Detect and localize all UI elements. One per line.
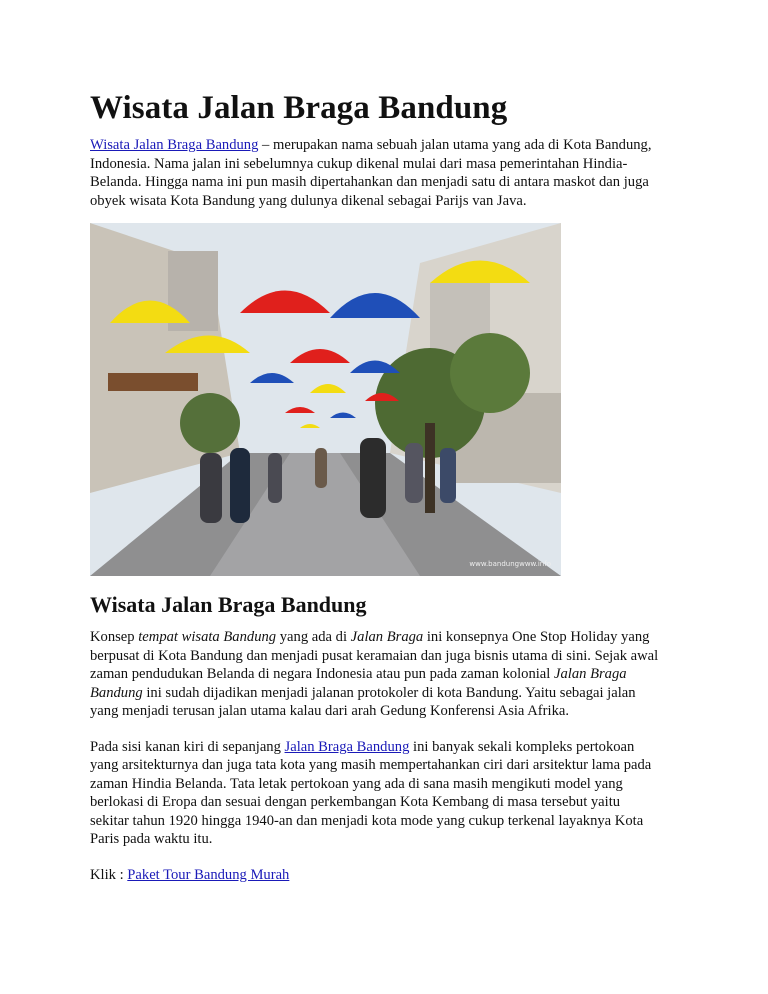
document-content [90, 88, 690, 884]
p1-line4: ini sudah dijadikan menjadi jalanan protokoler di kota Bandung. Yaitu sebagai jalan [142, 684, 636, 701]
paragraph-klik [90, 866, 690, 885]
p1-emphasis-jalan-braga-2: Jalan Braga [554, 666, 627, 682]
tree-right-2 [450, 333, 530, 413]
p1-line3: zaman pendudukan Belanda di negara Indonesia atau pun pada zaman kolonial [90, 666, 554, 682]
p1-emphasis-jalan-braga: Jalan Braga [350, 629, 424, 645]
p1-text-c: ini konsepnya One Stop Holiday yang [423, 629, 650, 645]
klik-label: Klik : [90, 866, 128, 883]
paragraph-architecture [90, 738, 690, 849]
intro-link[interactable]: Wisata Jalan Braga Bandung [90, 137, 259, 153]
p2-text-b: ini banyak sekali kompleks pertokoan [409, 738, 635, 755]
jalan-braga-link[interactable]: Jalan Braga Bandung [284, 738, 410, 755]
person-4 [360, 438, 386, 518]
intro-line1-text: – merupakan nama sebuah jalan utama yang ada di Kota Bandung, [258, 137, 652, 153]
p1-line2: berpusat di Kota Bandung dan menjadi pusat keramaian dan juga bisnis utama di sini. Sejak awal [90, 647, 659, 664]
page-title: Wisata Jalan Braga Bandung [90, 90, 508, 126]
p2-line5: sekitar tahun 1920 hingga 1940-an dan menjadi kota mode yang cukup terkenal layaknya Kota [90, 812, 644, 829]
intro-paragraph [90, 136, 690, 210]
p2-line4: berlokasi di Eropa dan sesuai dengan perkembangan Kota Kembang di masa tersebut yaitu [90, 794, 621, 810]
person-3 [268, 453, 282, 503]
photo-watermark: www.bandungwww.info [469, 560, 551, 568]
person-5 [405, 443, 423, 503]
tree-trunk [425, 423, 435, 513]
p2-line3: zaman Hindia Belanda. Tata letak pertokoan yang ada di sana masih mengikuti model yang [90, 775, 623, 792]
paragraph-concept [90, 628, 690, 721]
p1-emphasis-tempat-wisata: tempat wisata Bandung [138, 629, 277, 645]
intro-line3: Belanda. Hingga nama ini pun masih dipertahankan dan menjadi satu di antara maskot dan juga [90, 174, 649, 190]
tree-left [180, 393, 240, 453]
person-2 [230, 448, 250, 523]
p1-line5: yang menjadi terusan jalan utama kalau dari arah Gedung Konferensi Asia Afrika. [90, 703, 569, 719]
p1-text-b: yang ada di [276, 629, 351, 645]
paket-tour-link[interactable]: Paket Tour Bandung Murah [127, 866, 290, 883]
person-1 [200, 453, 222, 523]
section-heading: Wisata Jalan Braga Bandung [90, 592, 367, 617]
p2-line6: Paris pada waktu itu. [90, 831, 213, 847]
p2-line2: yang arsitekturnya dan juga tata kota yang masih mempertahankan ciri dari arsitektur lama pada [90, 757, 652, 773]
p2-text-a: Pada sisi kanan kiri di sepanjang [90, 738, 285, 755]
intro-line4: obyek wisata Kota Bandung yang dulunya dikenal sebagai Parijs van Java. [90, 192, 527, 209]
p1-text-a: Konsep [90, 629, 139, 645]
p1-emphasis-bandung: Bandung [90, 684, 143, 701]
photo-illustration [90, 223, 561, 576]
intro-line2: Indonesia. Nama jalan ini sebelumnya cukup dikenal mulai dari masa pemerintahan Hindia- [90, 155, 628, 172]
person-6 [440, 448, 456, 503]
street-umbrella-photo [90, 223, 561, 576]
person-7 [315, 448, 327, 488]
shop-sign [108, 373, 198, 391]
